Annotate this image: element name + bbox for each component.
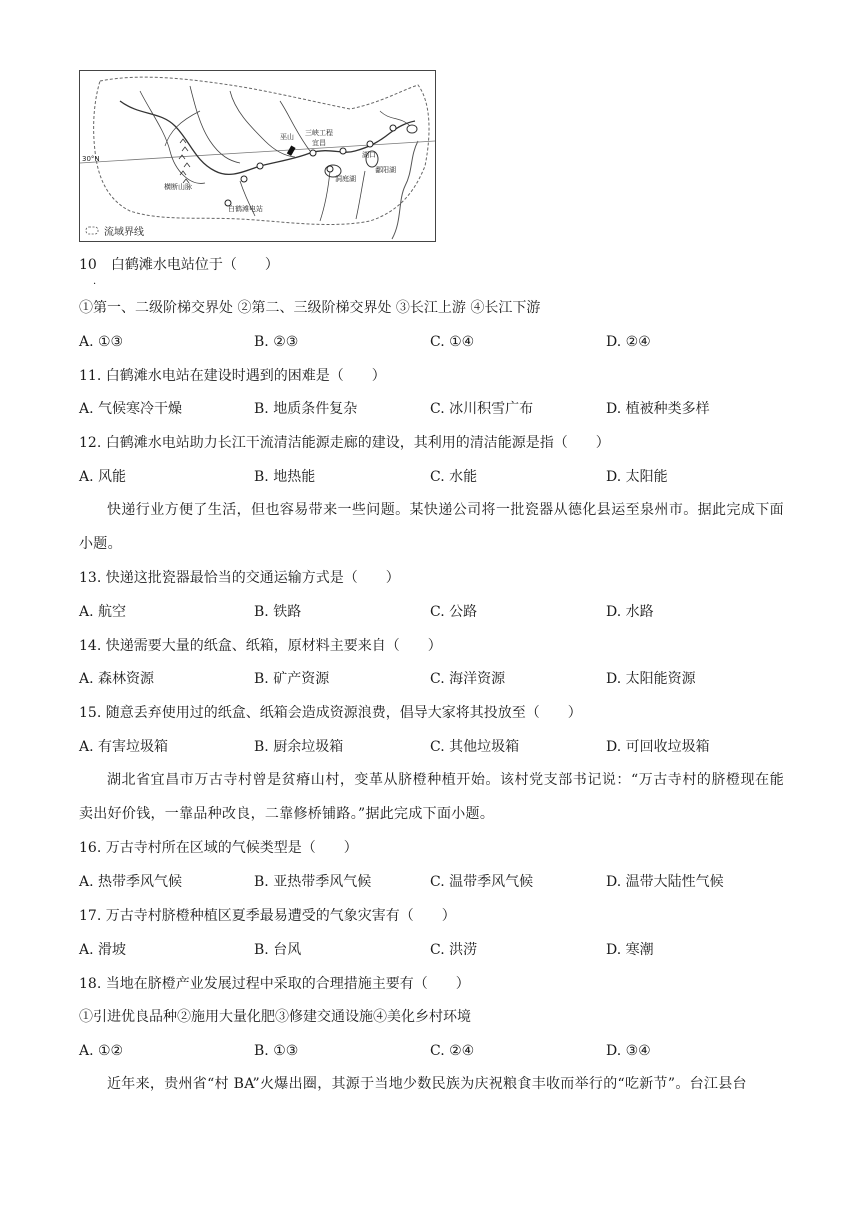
q12-option-c[interactable]: C. 水能	[430, 469, 478, 485]
question-10-stem: 10 白鹤滩水电站位于（ ）	[79, 257, 279, 273]
q10-option-d[interactable]: D. ②④	[606, 334, 651, 350]
place-yichang: 宜昌	[312, 139, 326, 147]
q14-option-d[interactable]: D. 太阳能资源	[606, 671, 696, 687]
place-poyang: 鄱阳湖	[375, 166, 396, 174]
q16-option-d[interactable]: D. 温带大陆性气候	[606, 874, 724, 890]
q16-option-c[interactable]: C. 温带季风气候	[430, 874, 534, 890]
place-hengduan: 横断山脉	[164, 183, 192, 191]
question-10-sub: ①第一、二级阶梯交界处 ②第二、三级阶梯交界处 ③长江上游 ④长江下游	[79, 300, 541, 316]
q11-option-d[interactable]: D. 植被种类多样	[606, 401, 710, 417]
place-hukou: 湖口	[362, 151, 376, 159]
q11-option-b[interactable]: B. 地质条件复杂	[254, 401, 358, 417]
q12-option-b[interactable]: B. 地热能	[254, 469, 316, 485]
q11-option-a[interactable]: A. 气候寒冷干燥	[79, 401, 183, 417]
question-15-stem: 15. 随意丢弃使用过的纸盒、纸箱会造成资源浪费，倡导大家将其投放至（ ）	[79, 705, 582, 721]
q11-option-c[interactable]: C. 冰川积雪广布	[430, 401, 534, 417]
question-18-stem: 18. 当地在脐橙产业发展过程中采取的合理措施主要有（ ）	[79, 976, 470, 992]
q14-option-b[interactable]: B. 矿产资源	[254, 671, 330, 687]
q13-option-d[interactable]: D. 水路	[606, 604, 654, 620]
lat-label: 30°N	[82, 155, 100, 163]
yangtze-basin-map	[79, 70, 436, 242]
place-three-gorges: 三峡工程	[305, 129, 333, 137]
q16-option-a[interactable]: A. 热带季风气候	[79, 874, 183, 890]
q18-option-c[interactable]: C. ②④	[430, 1043, 475, 1059]
place-baihetan: 白鹤滩电站	[228, 205, 263, 213]
question-16-stem: 16. 万古寺村所在区域的气候类型是（ ）	[79, 840, 358, 856]
question-14-stem: 14. 快递需要大量的纸盒、纸箱，原材料主要来自（ ）	[79, 638, 442, 654]
q15-option-b[interactable]: B. 厨余垃圾箱	[254, 739, 344, 755]
q15-option-c[interactable]: C. 其他垃圾箱	[430, 739, 520, 755]
place-dongting: 洞庭湖	[335, 175, 356, 183]
question-18-sub: ①引进优良品种②施用大量化肥③修建交通设施④美化乡村环境	[79, 1009, 471, 1025]
q10-option-c[interactable]: C. ①④	[430, 334, 475, 350]
q17-option-b[interactable]: B. 台风	[254, 942, 302, 958]
q16-option-b[interactable]: B. 亚热带季风气候	[254, 874, 372, 890]
q12-option-d[interactable]: D. 太阳能	[606, 469, 668, 485]
q17-option-a[interactable]: A. 滑坡	[79, 942, 127, 958]
q17-option-d[interactable]: D. 寒潮	[606, 942, 654, 958]
legend-label: 流域界线	[104, 227, 144, 238]
q12-option-a[interactable]: A. 风能	[79, 469, 127, 485]
q14-option-a[interactable]: A. 森林资源	[79, 671, 155, 687]
q13-option-c[interactable]: C. 公路	[430, 604, 478, 620]
place-wushan: 巫山	[280, 133, 294, 141]
question-11-stem: 11. 白鹤滩水电站在建设时遇到的困难是（ ）	[79, 368, 386, 384]
q13-option-b[interactable]: B. 铁路	[254, 604, 302, 620]
q14-option-c[interactable]: C. 海洋资源	[430, 671, 506, 687]
stray-dot: ·	[93, 279, 97, 290]
q17-option-c[interactable]: C. 洪涝	[430, 942, 478, 958]
passage-hubei: 湖北省宜昌市万古寺村曾是贫瘠山村，变革从脐橙种植开始。该村党支部书记说：“万古寺村的脐橙现在能卖出好价钱，一靠品种改良，二靠修桥铺路。”据此完成下面小题。	[79, 772, 784, 822]
q18-option-a[interactable]: A. ①②	[79, 1043, 124, 1059]
question-17-stem: 17. 万古寺村脐橙种植区夏季最易遭受的气象灾害有（ ）	[79, 908, 456, 924]
question-13-stem: 13. 快递这批瓷器最恰当的交通运输方式是（ ）	[79, 570, 400, 586]
q10-option-a[interactable]: A. ①③	[79, 334, 124, 350]
q15-option-a[interactable]: A. 有害垃圾箱	[79, 739, 169, 755]
q18-option-b[interactable]: B. ①③	[254, 1043, 299, 1059]
passage-express: 快递行业方便了生活，但也容易带来一些问题。某快递公司将一批瓷器从德化县运至泉州市。据此完成下面小题。	[79, 502, 784, 552]
q15-option-d[interactable]: D. 可回收垃圾箱	[606, 739, 710, 755]
q10-option-b[interactable]: B. ②③	[254, 334, 299, 350]
q13-option-a[interactable]: A. 航空	[79, 604, 127, 620]
question-12-stem: 12. 白鹤滩水电站助力长江干流清洁能源走廊的建设，其利用的清洁能源是指（ ）	[79, 435, 610, 451]
q18-option-d[interactable]: D. ③④	[606, 1043, 651, 1059]
passage-guizhou: 近年来，贵州省“村 BA”火爆出圈，其源于当地少数民族为庆祝粮食丰收而举行的“吃新节”。台江县台	[107, 1076, 747, 1092]
